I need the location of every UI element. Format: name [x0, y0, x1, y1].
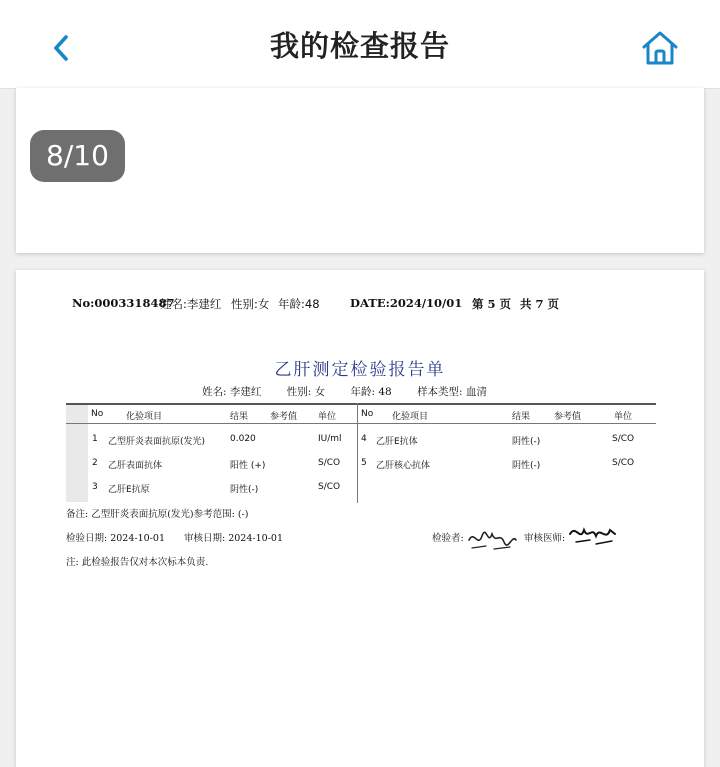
page-total: 共 7 页: [520, 297, 560, 311]
patient-info-age: 年龄: 48: [350, 386, 392, 398]
patient-gender: 性别:女: [231, 297, 270, 311]
page-number: 第 5 页: [472, 297, 512, 311]
col-header-item: 化验项目: [126, 412, 163, 422]
col-header-result-right: 结果: [512, 412, 531, 422]
report-title: 乙肝测定检验报告单: [274, 360, 446, 380]
report-remark: 备注: 乙型肝炎表面抗原(发光)参考范围: (-): [66, 509, 249, 520]
inspector-signature: [466, 524, 518, 554]
row-unit: IU/ml: [318, 434, 342, 444]
col-header-result: 结果: [230, 412, 249, 422]
row-no: 5: [361, 458, 367, 468]
row-no: 4: [361, 434, 367, 444]
report-note: 注: 此检验报告仅对本次标本负责.: [66, 557, 209, 568]
row-unit: S/CO: [318, 458, 341, 468]
row-no: 1: [92, 434, 98, 444]
col-header-ref-right: 参考值: [554, 412, 582, 422]
col-header-no-right: No: [361, 409, 374, 419]
row-result: 阴性(-): [512, 461, 541, 471]
row-no: 2: [92, 458, 98, 468]
row-item: 乙肝核心抗体: [376, 461, 431, 471]
col-header-unit: 单位: [318, 412, 337, 422]
row-result: 阳性 (+): [230, 461, 266, 471]
reviewer-label: 审核医师:: [524, 533, 566, 544]
col-header-unit-right: 单位: [614, 412, 633, 422]
row-unit: S/CO: [318, 482, 341, 492]
report-date: DATE:2024/10/01: [350, 296, 463, 310]
patient-info-name: 姓名: 李建红: [202, 386, 262, 398]
patient-age: 年龄:48: [278, 297, 320, 311]
table-header-rule: [66, 423, 656, 424]
table-top-rule: [66, 403, 656, 405]
row-result: 阴性(-): [230, 485, 259, 495]
home-icon[interactable]: [638, 26, 682, 70]
row-item: 乙肝E抗体: [376, 437, 418, 447]
col-header-ref: 参考值: [270, 412, 298, 422]
row-item: 乙肝表面抗体: [108, 461, 163, 471]
review-date: 审核日期: 2024-10-01: [184, 533, 283, 544]
test-date: 检验日期: 2024-10-01: [66, 533, 165, 544]
app-header: [0, 0, 720, 89]
page-title: 我的检查报告: [269, 29, 450, 63]
patient-info-sample: 样本类型: 血清: [417, 386, 487, 398]
report-document: [16, 270, 704, 767]
col-header-no: No: [91, 409, 104, 419]
row-result: 0.020: [230, 434, 256, 444]
patient-name: 姓名:李建红: [160, 297, 222, 311]
row-unit: S/CO: [612, 434, 635, 444]
table-shade: [66, 405, 88, 502]
row-no: 3: [92, 482, 98, 492]
row-item: 乙肝E抗原: [108, 485, 150, 495]
report-page[interactable]: [16, 270, 704, 767]
reviewer-signature: [566, 520, 618, 550]
patient-info: [202, 384, 509, 399]
row-unit: S/CO: [612, 458, 635, 468]
inspector-label: 检验者:: [432, 533, 464, 544]
table-divider: [357, 403, 358, 503]
row-item: 乙型肝炎表面抗原(发光): [108, 437, 206, 447]
results-table: [66, 403, 656, 503]
row-result: 阴性(-): [512, 437, 541, 447]
col-header-item-right: 化验项目: [392, 412, 429, 422]
patient-info-gender: 性别: 女: [286, 386, 326, 398]
report-number: No:0003318487: [72, 296, 175, 310]
page-indicator: 8/10: [30, 130, 125, 182]
